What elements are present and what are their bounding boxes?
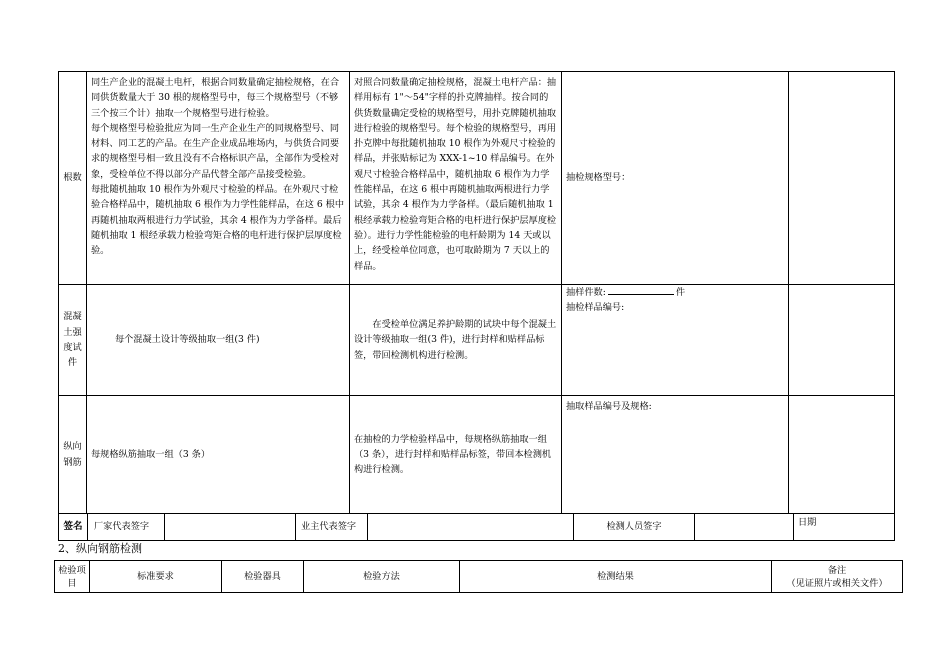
owner-sign-label: 业主代表签字 [296,514,368,540]
header-standard: 标准要求 [90,561,222,593]
rebar-test-header-row [55,561,903,593]
date-label: 日期 [798,517,817,528]
root-requirement: 同生产企业的混凝土电杆，根据合同数量确定抽检规格，在合同供货数量大于 30 根的规格型号中，每三个规格型号（不够三个按三个计）抽取一个规格型号进行检验。 每个规格型号检验批应为同一生产企业生产的同规格型号、同材料、同工艺的产品。在生产企业成品堆场内，与供货合同要求的规格型号相一致且没有不合格标识产品，全部作为受检对象，受检单位不得以部分产品代替全部产品接受检验。 每批随机抽取 10 根作为外观尺寸检验的样品。在外观尺寸检验合格样品中，随机抽取 6 根作为力学性能样品，在这 6 根中再随机抽取两根进行力学试验，其余 4 根作为力学备样。最后随机抽取 1 根经承载力检验弯矩合格的电杆进行保护层厚度检验。 [87,72,350,285]
table-row-root [59,72,895,285]
table-row-concrete [59,285,895,396]
rebar-test-table [54,560,903,593]
factory-sign-field[interactable] [165,514,296,540]
sample-id-label: 抽检样品编号: [566,302,625,314]
table-row-rebar [59,396,895,514]
date-field[interactable] [794,514,894,540]
rebar-extra-cell [789,396,895,514]
row-label-rebar: 纵向钢筋 [59,396,87,514]
signature-cell [59,514,895,541]
header-result: 检测结果 [460,561,772,593]
inspector-sign-field[interactable] [695,514,794,540]
row-label-concrete: 混凝土强度试件 [59,285,87,396]
rebar-sample-label: 抽取样品编号及规格: [566,401,652,412]
sample-count-blank[interactable] [608,285,674,295]
root-spec-field[interactable] [562,72,789,285]
sampling-table [58,71,895,541]
rebar-requirement: 每规格纵筋抽取一组（3 条） [87,396,350,514]
rebar-sample-field[interactable] [562,396,789,514]
root-spec-label: 抽检规格型号： [566,172,631,184]
concrete-method: 在受检单位满足养护龄期的试块中每个混凝土设计等级抽取一组(3 件)，进行封样和贴样品标签，带回检测机构进行检测。 [350,285,562,396]
owner-sign-field[interactable] [368,514,574,540]
inspector-sign-label: 检测人员签字 [574,514,695,540]
sample-count-label: 抽样件数: [566,287,606,298]
root-method: 对照合同数量确定抽检规格，混凝土电杆产品：抽样用标有 1"～54"字样的扑克牌抽样。按合同的供货数量确定受检的规格型号，用扑克牌随机抽取进行检验的规格型号。每个检验的规格型号，再用扑克牌中每批随机抽取 10 根作为外观尺寸检验的样品，并张贴标记为 XXX-1~10 样品编号。在外观尺寸检验合格样品中，随机抽取 6 根作为力学性能样品，在这 6 根中再随机抽取两根进行力学试验，其余 4 根作为力学备样。（最后随机抽取 1 根经承载力检验弯矩合格的电杆进行保护层厚度检验）。进行力学性能检验的电杆龄期为 14 天或以上，经受检单位同意，也可取龄期为 7 天以上的样品。 [350,72,562,285]
root-extra-cell [789,72,895,285]
concrete-sample-field[interactable] [562,285,789,396]
concrete-extra-cell [789,285,895,396]
row-label-root: 根数 [59,72,87,285]
factory-sign-label: 厂家代表签字 [88,514,165,540]
header-equipment: 检验器具 [222,561,304,593]
header-method: 检验方法 [304,561,460,593]
header-item: 检验项目 [55,561,90,593]
rebar-method: 在抽检的力学检验样品中，每规格纵筋抽取一组（3 条），进行封样和贴样品标签，带回本检测机构进行检测。 [350,396,562,514]
signature-row [59,514,895,541]
concrete-requirement: 每个混凝土设计等级抽取一组(3 件) [87,285,350,396]
header-remark: 备注 （见证照片或相关文件） [772,561,903,593]
signature-label: 签名 [59,514,88,540]
section-title: 2、纵向钢筋检测 [58,542,142,555]
sample-count-unit: 件 [675,287,686,298]
